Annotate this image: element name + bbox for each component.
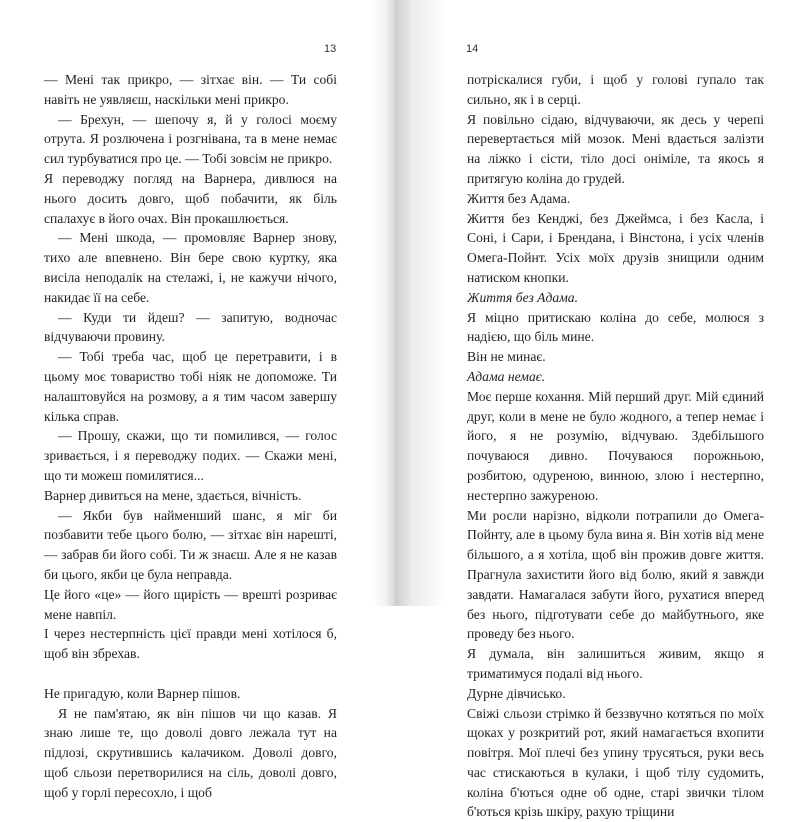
paragraph: Життя без Кенджі, без Джеймса, і без Касла, і Соні, і Сари, і Брендана, і Вінстона, і усіх членів Омега-Пойнт. Усіх моїх друзів знищили одним натиском кнопки.: [467, 209, 764, 288]
paragraph: Адама немає.: [467, 367, 764, 387]
paragraph: Я повільно сідаю, відчуваючи, як десь у черепі перевертається мій мозок. Мені вдається залізти на ліжко і сісти, тіло досі оніміле, та якось я притягую коліна до грудей.: [467, 110, 764, 189]
paragraph: Свіжі сльози стрімко й беззвучно котяться по моїх щоках у розкритий рот, який намагається вхопити повітря. Мої плечі без упину трусяться, руки весь час стискаються в кулаки, і щоб тілу судомить, коліна б'ються одне об одне, старі звички тілом б'ються крізь шкіру, рахую тріщини: [467, 704, 764, 822]
paragraph: Моє перше кохання. Мій перший друг. Мій єдиний друг, коли в мене не було жодного, а тепер немає і його, я не розумію, відчуваю. Здебільшого почуваюся дивно. Почуваюся порожньою, розбитою, одуреною, винною, злою і нестерпно, нестерпно зажуреною.: [467, 387, 764, 506]
paragraph: Я міцно притискаю коліна до себе, молюся з надією, що біль мине.: [467, 308, 764, 348]
paragraph: Варнер дивиться на мене, здається, вічність.: [44, 486, 337, 506]
right-page: [395, 0, 800, 606]
paragraph: Я переводжу погляд на Варнера, дивлюся на нього досить довго, щоб побачити, як біль спалахує в його очах. Він прокашлюється.: [44, 169, 337, 228]
paragraph: — Тобі треба час, щоб це перетравити, і в цьому моє товариство тобі ніяк не допоможе. Ти налаштовуйся на розмову, а я тим часом завершу кілька справ.: [44, 347, 337, 426]
paragraph: І через нестерпність цієї правди мені хотілося б, щоб він збрехав.: [44, 624, 337, 664]
page-number: 14: [466, 43, 478, 55]
paragraph: Не пригадую, коли Варнер пішов.: [44, 684, 337, 704]
paragraph: Життя без Адама.: [467, 288, 764, 308]
paragraph: Я не пам'ятаю, як він пішов чи що казав. Я знаю лише те, що доволі довго лежала тут на підлозі, скрутившись калачиком. Доволі довго, щоб сльози перетворилися на сіль, доволі довго, щоб у горлі пересохло, і щоб: [44, 704, 337, 803]
paragraph: — Брехун, — шепочу я, й у голосі моєму отрута. Я розлючена і розгнівана, та в мене немає сил турбуватися про це. — Тобі зовсім не прикро.: [44, 110, 337, 169]
paragraph: — Якби був найменший шанс, я міг би позбавити тебе цього болю, — зітхає він нарешті, — забрав би його собі. Ти ж знаєш. Але я не казав би цього, якби це була неправда.: [44, 506, 337, 585]
paragraph: потріскалися губи, і щоб у голові гупало так сильно, як і в серці.: [467, 70, 764, 110]
left-page: [0, 0, 395, 606]
paragraph: — Мені так прикро, — зітхає він. — Ти собі навіть не уявляєш, наскільки мені прикро.: [44, 70, 337, 110]
paragraph: — Куди ти йдеш? — запитую, водночас відчуваючи провину.: [44, 308, 337, 348]
paragraph: Життя без Адама.: [467, 189, 764, 209]
paragraph: Я думала, він залишиться живим, якщо я триматимуся подалі від нього.: [467, 644, 764, 684]
paragraph: Це його «це» — його щирість — врешті розриває мене навпіл.: [44, 585, 337, 625]
page-body: [44, 70, 337, 802]
paragraph: Він не минає.: [467, 347, 764, 367]
page-body: [467, 70, 764, 822]
paragraph: Ми росли нарізно, відколи потрапили до Омега-Пойнту, але в цьому була вина я. Він хотів від мене більшого, а я хотіла, щоб він прожив довге життя. Прагнула захистити його від болю, який я завжди завдати. Намагалася забути його, рухатися вперед без нього, підготувати себе до майбутнього, яке проведу без нього.: [467, 506, 764, 645]
paragraph: — Прошу, скажи, що ти помилився, — голос зривається, і я переводжу подих. — Скажи мені, що ти можеш помилятися...: [44, 426, 337, 485]
paragraph: — Мені шкода, — промовляє Варнер знову, тихо але впевнено. Він бере свою куртку, яка висіла неподалік на стелажі, і, не кажучи нічого, накидає її на себе.: [44, 228, 337, 307]
page-number: 13: [324, 43, 336, 55]
paragraph: Дурне дівчисько.: [467, 684, 764, 704]
